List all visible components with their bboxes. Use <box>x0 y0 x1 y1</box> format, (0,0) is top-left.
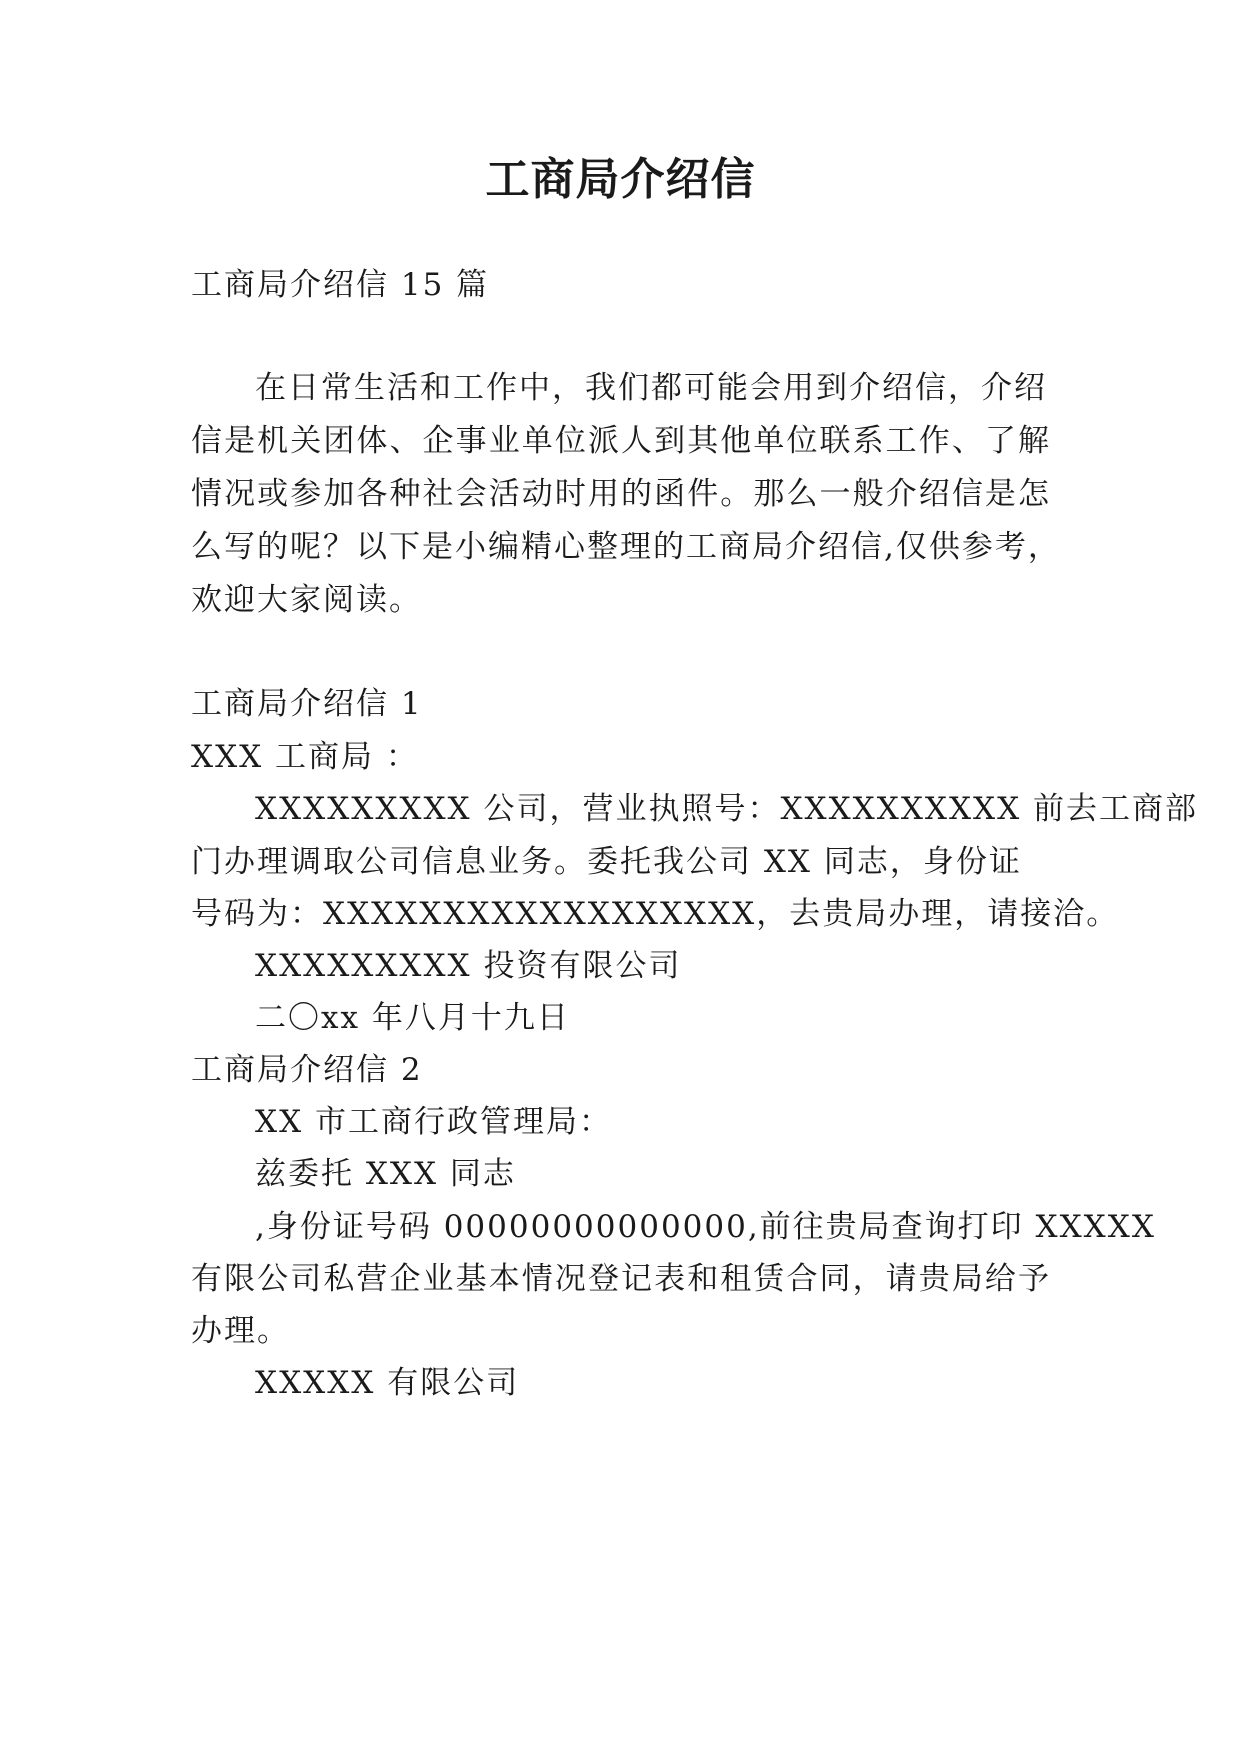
letter-2-addressee: XX 市工商行政管理局： <box>255 1104 612 1140</box>
letter-1-body-line: 号码为：XXXXXXXXXXXXXXXXXX，去贵局办理，请接洽。 <box>191 896 1120 932</box>
intro-line: 在日常生活和工作中，我们都可能会用到介绍信，介绍 <box>255 370 1047 406</box>
letter-2-body-line: ,身份证号码 00000000000000,前往贵局查询打印 XXXXX <box>255 1209 1156 1245</box>
letter-2-body-line: 办理。 <box>191 1313 290 1349</box>
intro-line: 情况或参加各种社会活动时用的函件。那么一般介绍信是怎 <box>191 476 1051 512</box>
letter-2-line: 兹委托 XXX 同志 <box>255 1156 516 1192</box>
subtitle: 工商局介绍信 15 篇 <box>191 267 490 303</box>
intro-line: 信是机关团体、企事业单位派人到其他单位联系工作、了解 <box>191 423 1051 459</box>
letter-1-body-line: XXXXXXXXX 公司，营业执照号：XXXXXXXXXX 前去工商部 <box>255 791 1199 827</box>
letter-1-date: 二〇xx 年八月十九日 <box>255 1000 570 1036</box>
letter-2-body-line: 有限公司私营企业基本情况登记表和租赁合同，请贵局给予 <box>191 1261 1051 1297</box>
letter-1-signature: XXXXXXXXX 投资有限公司 <box>255 948 682 984</box>
letter-1-addressee: XXX 工商局 ： <box>191 739 419 775</box>
intro-line: 欢迎大家阅读。 <box>191 582 422 618</box>
intro-line: 么写的呢？以下是小编精心整理的工商局介绍信,仅供参考， <box>191 529 1061 565</box>
letter-2-signature: XXXXX 有限公司 <box>255 1365 520 1401</box>
letter-1-body-line: 门办理调取公司信息业务。委托我公司 XX 同志，身份证 <box>191 844 1022 880</box>
letter-1-heading: 工商局介绍信 1 <box>191 686 423 722</box>
page-title: 工商局介绍信 <box>485 154 756 205</box>
letter-2-heading: 工商局介绍信 2 <box>191 1052 423 1088</box>
